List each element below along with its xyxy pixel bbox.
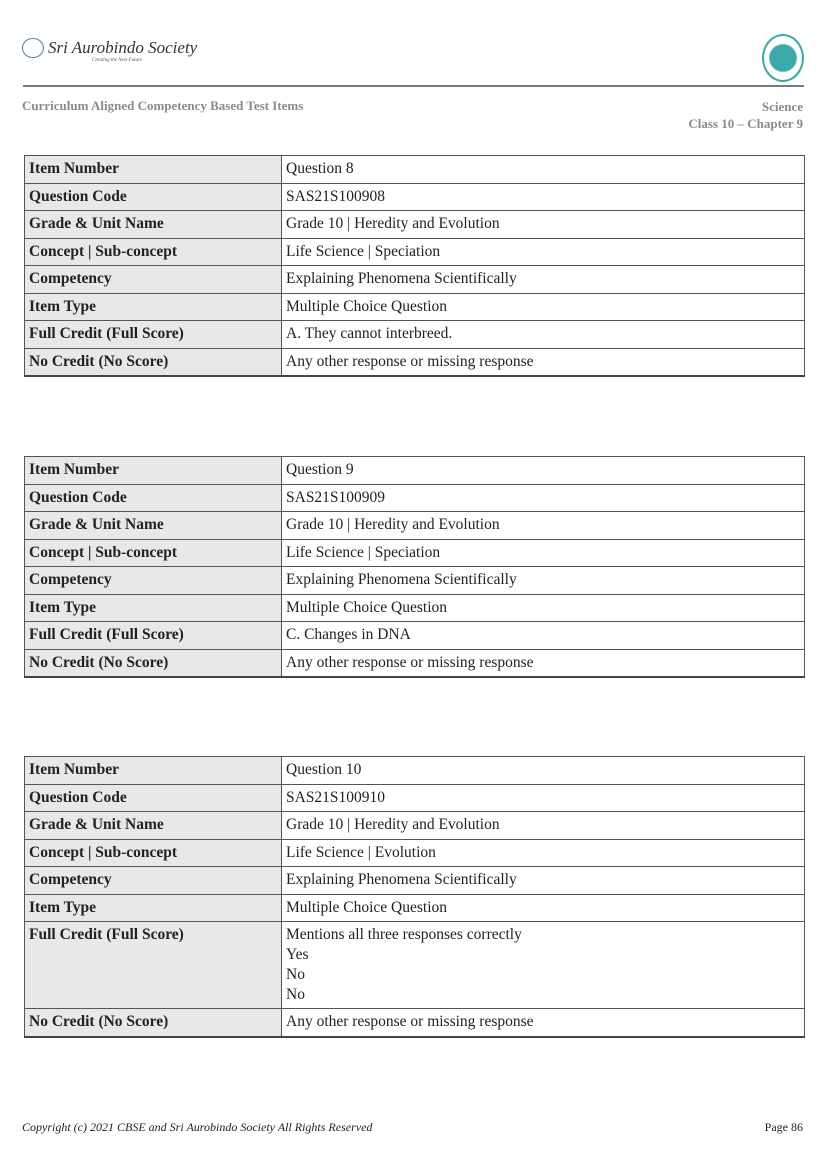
field-label: No Credit (No Score) <box>25 649 282 677</box>
field-value: Grade 10 | Heredity and Evolution <box>282 812 805 840</box>
field-label: Concept | Sub-concept <box>25 238 282 266</box>
table-row <box>25 293 805 321</box>
field-value: Question 9 <box>282 457 805 485</box>
field-label: Item Number <box>25 457 282 485</box>
sri-aurobindo-society-logo <box>22 38 198 63</box>
field-label: Question Code <box>25 183 282 211</box>
field-value: SAS21S100908 <box>282 183 805 211</box>
cbse-seal-logo <box>762 34 804 82</box>
field-label: Item Type <box>25 894 282 922</box>
field-value: Grade 10 | Heredity and Evolution <box>282 512 805 540</box>
field-label: Concept | Sub-concept <box>25 539 282 567</box>
field-value: Grade 10 | Heredity and Evolution <box>282 211 805 239</box>
table-row <box>25 211 805 239</box>
field-label: Item Number <box>25 156 282 184</box>
header-divider <box>23 85 804 87</box>
document-title: Curriculum Aligned Competency Based Test Items <box>22 98 304 113</box>
copyright: Copyright (c) 2021 CBSE and Sri Aurobindo Society All Rights Reserved <box>22 1120 373 1134</box>
field-label: Competency <box>25 567 282 595</box>
table-row <box>25 922 805 1009</box>
field-value: A. They cannot interbreed. <box>282 321 805 349</box>
field-value: Multiple Choice Question <box>282 594 805 622</box>
table-row <box>25 238 805 266</box>
table-row <box>25 894 805 922</box>
table-row <box>25 183 805 211</box>
globe-icon <box>22 38 44 58</box>
table-row <box>25 266 805 294</box>
field-value: Question 8 <box>282 156 805 184</box>
field-label: Question Code <box>25 784 282 812</box>
field-value: Life Science | Speciation <box>282 238 805 266</box>
table-row <box>25 321 805 349</box>
field-value: Explaining Phenomena Scientifically <box>282 266 805 294</box>
field-value: Explaining Phenomena Scientifically <box>282 567 805 595</box>
page-number: Page 86 <box>764 1120 803 1134</box>
field-value: Multiple Choice Question <box>282 894 805 922</box>
field-label: Competency <box>25 266 282 294</box>
field-value: Any other response or missing response <box>282 348 805 376</box>
field-value: Multiple Choice Question <box>282 293 805 321</box>
subject-info <box>688 98 803 132</box>
field-label: Grade & Unit Name <box>25 211 282 239</box>
field-label: Full Credit (Full Score) <box>25 622 282 650</box>
table-row <box>25 539 805 567</box>
table-row <box>25 156 805 184</box>
table-row <box>25 757 805 785</box>
item-table-question-9 <box>24 456 805 678</box>
subject: Science <box>761 99 803 114</box>
logo-text: Sri Aurobindo Society <box>48 38 198 57</box>
field-label: Grade & Unit Name <box>25 512 282 540</box>
field-label: Full Credit (Full Score) <box>25 321 282 349</box>
field-value: Life Science | Evolution <box>282 839 805 867</box>
field-value: Any other response or missing response <box>282 649 805 677</box>
table-row <box>25 594 805 622</box>
table-row <box>25 867 805 895</box>
table-row <box>25 649 805 677</box>
table-row <box>25 512 805 540</box>
field-value: SAS21S100910 <box>282 784 805 812</box>
item-table-question-10 <box>24 756 805 1038</box>
table-row <box>25 484 805 512</box>
table-row <box>25 348 805 376</box>
field-label: Item Type <box>25 293 282 321</box>
field-value: Question 10 <box>282 757 805 785</box>
field-label: Full Credit (Full Score) <box>25 922 282 1009</box>
field-label: No Credit (No Score) <box>25 1009 282 1037</box>
field-value: Any other response or missing response <box>282 1009 805 1037</box>
class-chapter: Class 10 – Chapter 9 <box>688 116 803 131</box>
field-value: Life Science | Speciation <box>282 539 805 567</box>
table-row <box>25 784 805 812</box>
field-value: Explaining Phenomena Scientifically <box>282 867 805 895</box>
field-label: Item Number <box>25 757 282 785</box>
field-value: C. Changes in DNA <box>282 622 805 650</box>
table-row <box>25 457 805 485</box>
item-table-question-8 <box>24 155 805 377</box>
field-label: Question Code <box>25 484 282 512</box>
field-label: Competency <box>25 867 282 895</box>
field-label: Item Type <box>25 594 282 622</box>
field-label: Concept | Sub-concept <box>25 839 282 867</box>
logo-tagline: Creating the Next Future <box>92 58 143 63</box>
field-value: SAS21S100909 <box>282 484 805 512</box>
field-label: No Credit (No Score) <box>25 348 282 376</box>
table-row <box>25 1009 805 1037</box>
field-value: Mentions all three responses correctly Yes No No <box>282 922 805 1009</box>
table-row <box>25 839 805 867</box>
table-row <box>25 567 805 595</box>
table-row <box>25 812 805 840</box>
table-row <box>25 622 805 650</box>
field-label: Grade & Unit Name <box>25 812 282 840</box>
